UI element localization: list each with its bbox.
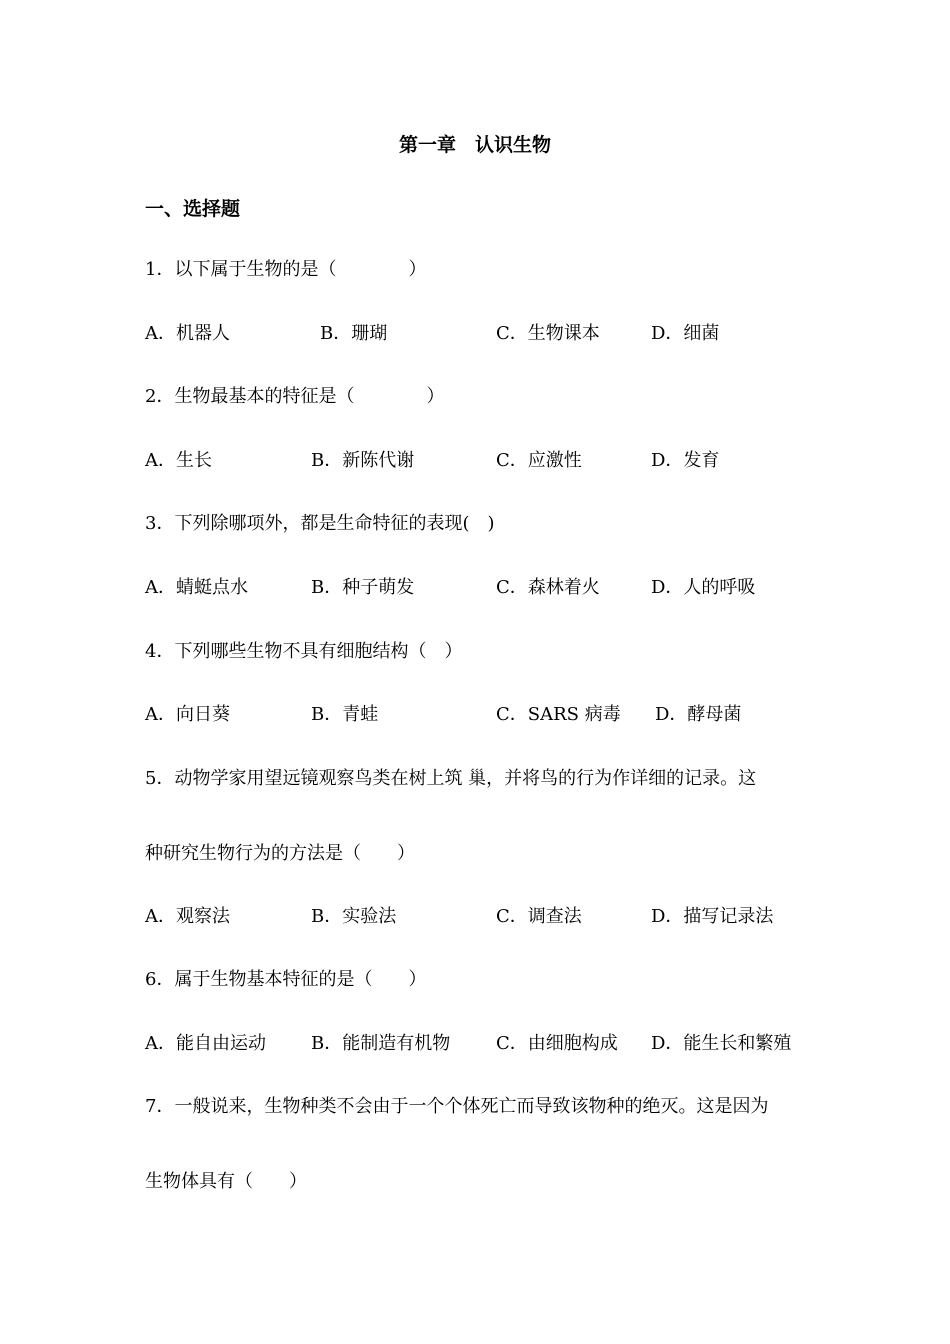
question-1-options [145, 321, 845, 347]
question-3-text: 3．下列除哪项外，都是生命特征的表现( ) [145, 513, 495, 534]
question-3-options [145, 575, 845, 601]
question-1-text: 1．以下属于生物的是（ ） [145, 259, 427, 280]
option-c: C．森林着火 [496, 577, 600, 598]
option-a: A．向日葵 [145, 704, 230, 725]
question-6-options [145, 1031, 845, 1057]
option-c: C．由细胞构成 [496, 1033, 618, 1054]
question-5-text-line-1: 5．动物学家用望远镜观察鸟类在树上筑 巢，并将鸟的行为作详细的记录。这 [145, 768, 757, 789]
option-b: B．实验法 [311, 906, 397, 927]
option-a: A．能自由运动 [145, 1033, 266, 1054]
option-c: C．调查法 [496, 906, 582, 927]
question-5-options [145, 904, 845, 930]
option-a: A．蜻蜓点水 [145, 577, 248, 598]
option-c: C．应激性 [496, 450, 582, 471]
option-a: A．机器人 [145, 323, 230, 344]
option-b: B．珊瑚 [320, 323, 388, 344]
chapter-title: 第一章 认识生物 [398, 134, 551, 156]
question-7-text-line-2: 生物体具有（ ） [145, 1171, 307, 1192]
option-a: A．生长 [145, 450, 212, 471]
option-d: D．能生长和繁殖 [651, 1033, 792, 1054]
option-d: D．细菌 [651, 323, 720, 344]
option-d: D．描写记录法 [651, 906, 774, 927]
question-4-text: 4．下列哪些生物不具有细胞结构（ ） [145, 641, 463, 662]
question-5-text-line-2: 种研究生物行为的方法是（ ） [145, 843, 415, 864]
question-2-options [145, 448, 845, 474]
option-b: B．种子萌发 [311, 577, 415, 598]
question-6-text: 6．属于生物基本特征的是（ ） [145, 969, 427, 990]
option-c: C．SARS 病毒 [496, 704, 621, 725]
question-7-text-line-1: 7．一般说来，生物种类不会由于一个个体死亡而导致该物种的绝灭。这是因为 [145, 1096, 769, 1117]
question-4-options [145, 702, 845, 728]
option-d: D．人的呼吸 [651, 577, 756, 598]
section-heading: 一、选择题 [145, 198, 241, 220]
option-b: B．青蛙 [311, 704, 379, 725]
option-b: B．能制造有机物 [311, 1033, 451, 1054]
option-d: D．发育 [651, 450, 720, 471]
option-c: C．生物课本 [496, 323, 600, 344]
question-2-text: 2．生物最基本的特征是（ ） [145, 386, 445, 407]
option-a: A．观察法 [145, 906, 230, 927]
option-d: D．酵母菌 [655, 704, 742, 725]
option-b: B．新陈代谢 [311, 450, 415, 471]
